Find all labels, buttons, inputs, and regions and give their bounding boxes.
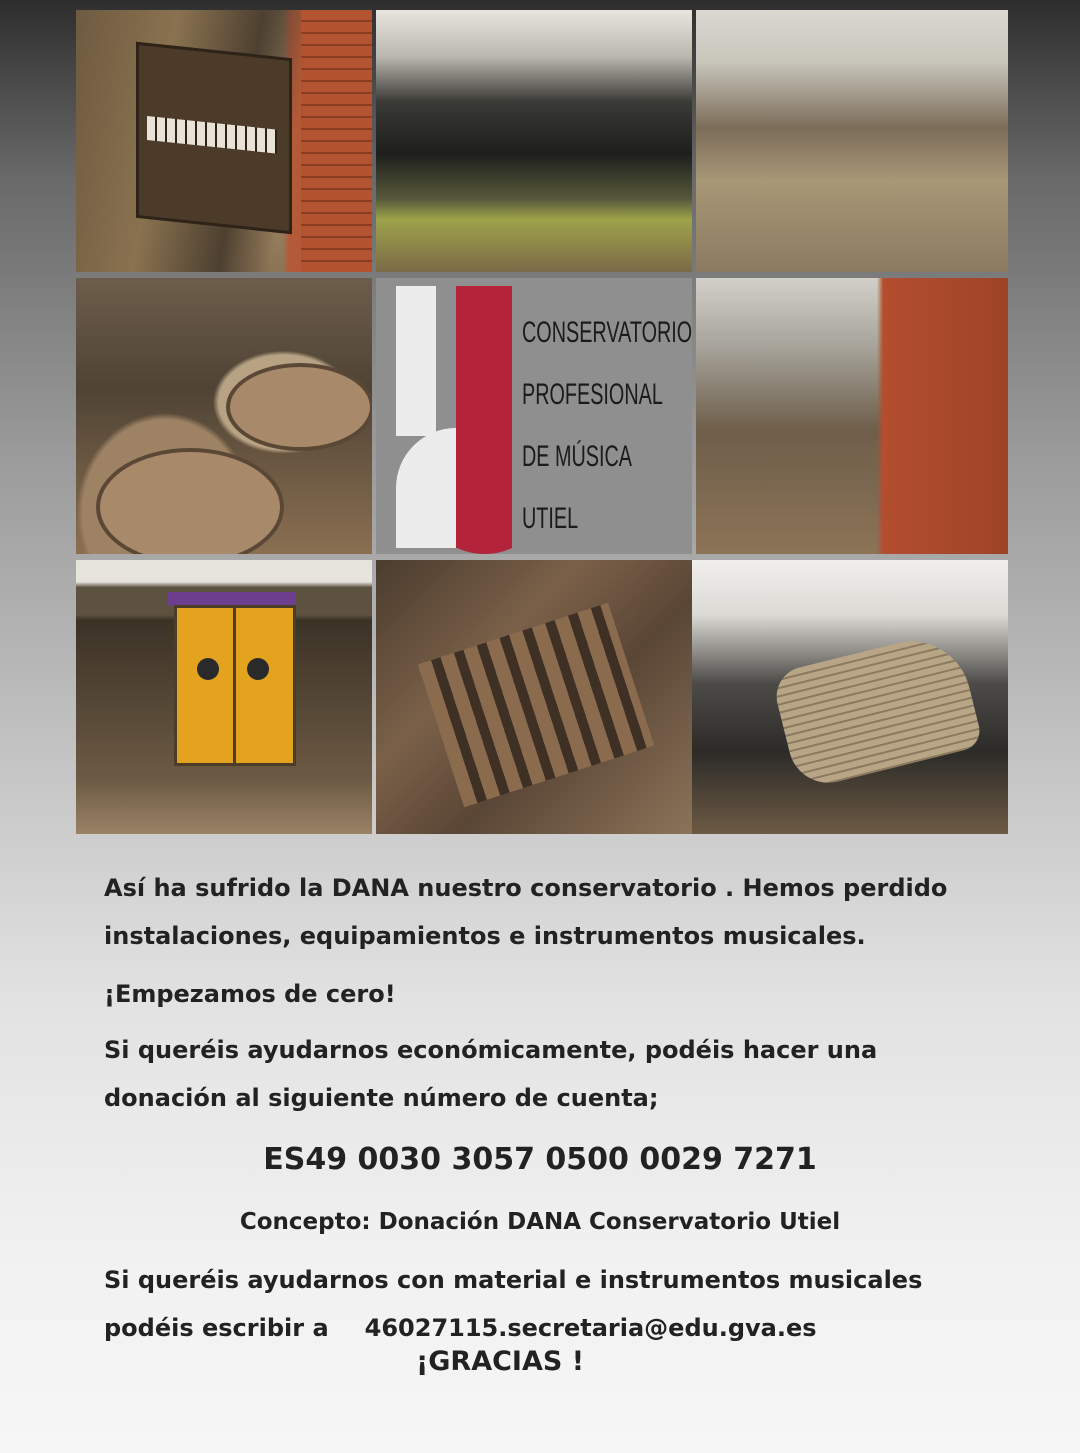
yellow-door xyxy=(174,605,296,766)
contact-email[interactable]: 46027115.secretaria@edu.gva.es xyxy=(364,1314,817,1342)
door-window xyxy=(247,658,269,680)
donation-line-2: donación al siguiente número de cuenta; xyxy=(104,1084,659,1112)
logo-text xyxy=(522,302,692,550)
logo-line-3: DE MÚSICA xyxy=(522,440,633,473)
donation-concept: Concepto: Donación DANA Conservatorio Utiel xyxy=(239,1209,841,1235)
door-sign xyxy=(168,592,296,606)
photo-piano xyxy=(76,10,372,272)
intro-paragraph xyxy=(104,864,1004,960)
photo-room-debris xyxy=(692,560,1008,834)
intro-line-1: Así ha sufrido la DANA nuestro conservatorio . Hemos perdido xyxy=(104,874,948,902)
contact-prefix: podéis escribir a xyxy=(104,1314,329,1342)
intro-line-2: instalaciones, equipamientos e instrumentos musicales. xyxy=(104,922,866,950)
photo-classroom xyxy=(376,10,692,272)
brick-wall xyxy=(301,10,372,272)
photo-hall-flooded xyxy=(696,10,1008,272)
door-split xyxy=(233,608,236,763)
material-paragraph xyxy=(104,1256,1004,1352)
piano-shape xyxy=(136,42,292,234)
xylophone-frame xyxy=(418,603,655,807)
drum-head xyxy=(226,363,372,451)
drum-head xyxy=(96,448,284,554)
piano-keys xyxy=(147,116,277,154)
door-window xyxy=(197,658,219,680)
logo-line-2: PROFESIONAL xyxy=(522,378,663,411)
photo-yellow-door xyxy=(76,560,372,834)
school-logo-panel xyxy=(376,278,692,554)
fallen-panel xyxy=(770,629,983,791)
restart-text: ¡Empezamos de cero! xyxy=(104,980,396,1008)
donation-line-1: Si queréis ayudarnos económicamente, podéis hacer una xyxy=(104,1036,878,1064)
iban-number: ES49 0030 3057 0500 0029 7271 xyxy=(263,1142,817,1177)
donation-paragraph xyxy=(104,1026,1004,1122)
material-line-1: Si queréis ayudarnos con material e instrumentos musicales xyxy=(104,1266,923,1294)
logo-line-1: CONSERVATORIO xyxy=(522,316,692,349)
photo-collapsed-wall xyxy=(696,278,1008,554)
photo-drums xyxy=(76,278,372,554)
thanks-text: ¡GRACIAS ! xyxy=(415,1346,585,1377)
logo-line-4: UTIEL xyxy=(522,502,579,535)
photo-xylophone xyxy=(376,560,692,834)
